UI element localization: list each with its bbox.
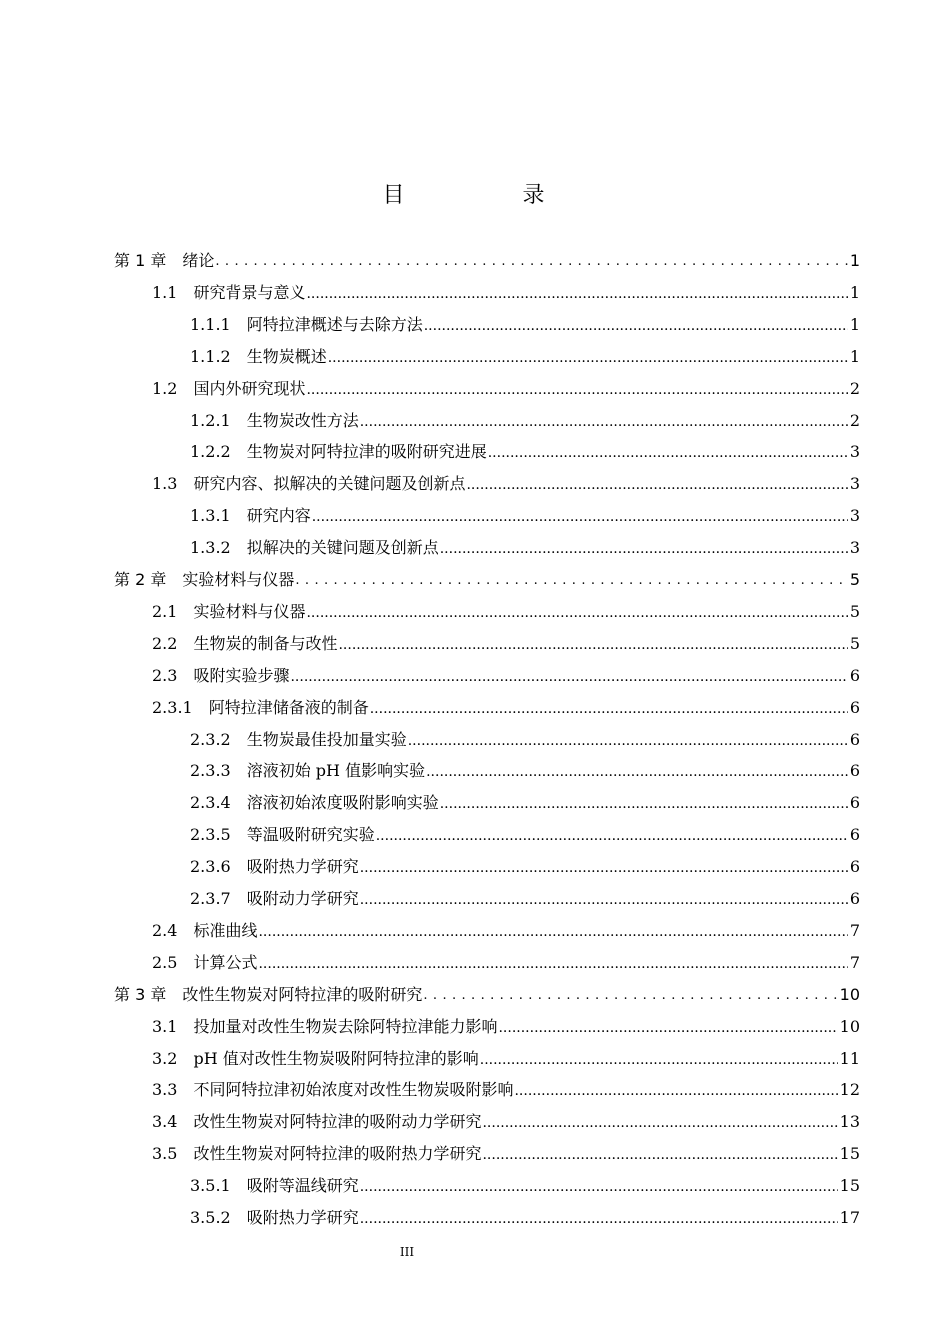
toc-entry-number: 第 1 章 bbox=[114, 251, 167, 270]
toc-entry[interactable] bbox=[190, 884, 860, 910]
toc-entry[interactable] bbox=[190, 725, 860, 751]
toc-entry-number: 3.5.1 bbox=[190, 1176, 231, 1196]
toc-entry-page-number: 12 bbox=[839, 1080, 860, 1100]
dot-leader bbox=[440, 792, 848, 814]
toc-entry[interactable] bbox=[190, 820, 860, 846]
dot-leader bbox=[258, 920, 847, 942]
toc-entry[interactable] bbox=[152, 1012, 860, 1038]
toc-entry-number: 2.3.6 bbox=[190, 857, 231, 877]
toc-entry-label: 生物炭概述 bbox=[246, 346, 327, 366]
toc-entry-label: 阿特拉津概述与去除方法 bbox=[246, 314, 423, 334]
toc-entry[interactable] bbox=[152, 278, 860, 304]
toc-entry-label: 等温吸附研究实验 bbox=[246, 825, 375, 845]
toc-entry[interactable] bbox=[152, 1139, 860, 1165]
dot-leader bbox=[328, 346, 848, 368]
toc-entry-label: 吸附热力学研究 bbox=[246, 1208, 359, 1227]
toc-entry-label: 实验材料与仪器 bbox=[182, 570, 295, 589]
toc-entry-page-number: 3 bbox=[849, 474, 860, 494]
toc-entry-page-number: 6 bbox=[849, 793, 860, 813]
toc-entry-label: 吸附实验步骤 bbox=[193, 665, 290, 685]
toc-entry-page-number: 2 bbox=[849, 410, 860, 430]
dot-leader bbox=[338, 633, 847, 655]
dot-leader bbox=[360, 1175, 838, 1197]
toc-entry-number: 3.4 bbox=[152, 1112, 178, 1132]
toc-entry[interactable] bbox=[152, 916, 860, 942]
toc-entry-label: 改性生物炭对阿特拉津的吸附热力学研究 bbox=[193, 1144, 482, 1164]
toc-entry-page-number: 7 bbox=[849, 920, 860, 940]
toc-entry-number: 2.5 bbox=[152, 952, 178, 972]
dot-leader bbox=[426, 760, 848, 782]
toc-entry-number: 2.3.5 bbox=[190, 825, 231, 845]
toc-entry-label: 溶液初始 pH 值影响实验 bbox=[246, 761, 426, 781]
toc-entry-number: 2.3.4 bbox=[190, 793, 231, 813]
toc-entry-label: 生物炭最佳投加量实验 bbox=[246, 729, 407, 749]
toc-entry-label: 不同阿特拉津初始浓度对改性生物炭吸附影响 bbox=[193, 1080, 514, 1100]
toc-entry-number: 3.3 bbox=[152, 1080, 178, 1100]
toc-entry-label: 吸附等温线研究 bbox=[246, 1176, 359, 1196]
dot-leader bbox=[480, 1048, 838, 1070]
toc-entry-number: 2.3.1 bbox=[152, 697, 193, 717]
toc-entry-label: pH 值对改性生物炭吸附阿特拉津的影响 bbox=[193, 1048, 479, 1068]
toc-entry-page-number: 2 bbox=[849, 378, 860, 398]
toc-entry-label: 绪论 bbox=[182, 251, 215, 270]
toc-entry-number: 1.3 bbox=[152, 474, 178, 494]
toc-entry-label: 生物炭对阿特拉津的吸附研究进展 bbox=[246, 442, 487, 462]
toc-entry-page-number: 15 bbox=[839, 1176, 860, 1196]
toc-entry-label: 生物炭的制备与改性 bbox=[193, 633, 338, 653]
toc-entry-number: 2.1 bbox=[152, 601, 178, 621]
toc-entry-number: 1.1 bbox=[152, 282, 178, 302]
toc-entry-number: 1.2 bbox=[152, 378, 178, 398]
toc-entry-number: 3.5 bbox=[152, 1144, 178, 1164]
toc-entry-page-number: 6 bbox=[849, 665, 860, 685]
toc-entry-number: 3.2 bbox=[152, 1048, 178, 1068]
dot-leader bbox=[306, 601, 847, 623]
toc-entry[interactable] bbox=[152, 597, 860, 623]
dot-leader bbox=[258, 952, 847, 974]
toc-entry-page-number: 17 bbox=[839, 1208, 860, 1227]
dot-leader bbox=[360, 410, 848, 432]
toc-entry-page-number: 6 bbox=[849, 697, 860, 717]
toc-entry[interactable] bbox=[190, 756, 860, 782]
dot-leader bbox=[290, 665, 847, 687]
toc-entry-label: 国内外研究现状 bbox=[193, 378, 306, 398]
toc-entry[interactable] bbox=[152, 948, 860, 974]
toc-entry[interactable] bbox=[152, 374, 860, 400]
toc-entry[interactable] bbox=[152, 469, 860, 495]
toc-entry[interactable] bbox=[190, 533, 860, 559]
toc-entry-number: 2.3.2 bbox=[190, 729, 231, 749]
toc-entry-page-number: 1 bbox=[849, 346, 860, 366]
dot-leader bbox=[306, 378, 847, 400]
toc-entry-label: 吸附动力学研究 bbox=[246, 889, 359, 908]
toc-entry-label: 吸附热力学研究 bbox=[246, 857, 359, 877]
toc-entry-number: 1.3.1 bbox=[190, 506, 231, 526]
dot-leader bbox=[370, 697, 848, 719]
toc-entry-page-number: 5 bbox=[849, 633, 860, 653]
toc-entry[interactable] bbox=[190, 406, 860, 432]
toc-entry-number: 2.3 bbox=[152, 665, 178, 685]
toc-entry-label: 改性生物炭对阿特拉津的吸附研究 bbox=[182, 984, 423, 1004]
dot-leader bbox=[498, 1016, 837, 1038]
dot-leader bbox=[360, 856, 848, 878]
toc-entry-page-number: 1 bbox=[849, 282, 860, 302]
toc-entry-page-number: 6 bbox=[849, 729, 860, 749]
toc-entry-page-number: 7 bbox=[849, 952, 860, 972]
toc-entry[interactable] bbox=[114, 980, 860, 1006]
dot-leader bbox=[306, 282, 847, 304]
toc-entry[interactable] bbox=[190, 788, 860, 814]
toc-entry[interactable] bbox=[152, 1075, 860, 1101]
toc-entry[interactable] bbox=[152, 629, 860, 655]
dot-leader bbox=[423, 984, 837, 1006]
dot-leader bbox=[514, 1079, 837, 1101]
toc-entry-page-number: 6 bbox=[849, 889, 860, 908]
toc-entry[interactable] bbox=[152, 1044, 860, 1070]
toc-entry-number: 2.3.3 bbox=[190, 761, 231, 781]
dot-leader bbox=[376, 824, 848, 846]
toc-entry[interactable] bbox=[190, 342, 860, 368]
toc-entry-page-number: 5 bbox=[849, 601, 860, 621]
toc-entry-page-number: 6 bbox=[849, 825, 860, 845]
toc-entry-page-number: 15 bbox=[839, 1144, 860, 1164]
toc-entry-label: 拟解决的关键问题及创新点 bbox=[246, 538, 439, 558]
toc-entry-number: 第 3 章 bbox=[114, 984, 167, 1004]
toc-entry[interactable] bbox=[190, 1203, 860, 1229]
dot-leader bbox=[488, 441, 848, 463]
toc-entry[interactable] bbox=[190, 437, 860, 463]
toc-entry-page-number: 11 bbox=[839, 1048, 860, 1068]
dot-leader bbox=[482, 1143, 837, 1165]
dot-leader bbox=[440, 537, 848, 559]
toc-entry-number: 3.1 bbox=[152, 1016, 178, 1036]
toc-entry-number: 1.1.2 bbox=[190, 346, 231, 366]
toc-entry-number: 1.2.1 bbox=[190, 410, 231, 430]
toc-entry-label: 生物炭改性方法 bbox=[246, 410, 359, 430]
toc-entry[interactable] bbox=[114, 565, 860, 591]
toc-entry[interactable] bbox=[152, 1107, 860, 1133]
toc-entry-label: 投加量对改性生物炭去除阿特拉津能力影响 bbox=[193, 1016, 498, 1036]
toc-entry-label: 溶液初始浓度吸附影响实验 bbox=[246, 793, 439, 813]
toc-entry-label: 改性生物炭对阿特拉津的吸附动力学研究 bbox=[193, 1112, 482, 1132]
toc-entry-number: 2.4 bbox=[152, 920, 178, 940]
dot-leader bbox=[466, 473, 847, 495]
dot-leader bbox=[312, 505, 848, 527]
toc-entry-page-number: 1 bbox=[849, 251, 860, 270]
toc-entry-number: 1.3.2 bbox=[190, 538, 231, 558]
toc-entry-page-number: 5 bbox=[849, 570, 860, 589]
toc-entry-page-number: 3 bbox=[849, 538, 860, 558]
toc-entry-number: 1.1.1 bbox=[190, 314, 231, 334]
page-title: 目 录 bbox=[382, 183, 593, 208]
toc-entry-page-number: 6 bbox=[849, 857, 860, 877]
toc-entry-number: 第 2 章 bbox=[114, 570, 167, 589]
toc-entry-page-number: 13 bbox=[839, 1112, 860, 1132]
toc-entry-label: 标准曲线 bbox=[193, 920, 258, 940]
dot-leader bbox=[215, 250, 847, 272]
dot-leader bbox=[360, 888, 848, 910]
toc-entry-label: 实验材料与仪器 bbox=[193, 601, 306, 621]
dot-leader bbox=[360, 1207, 838, 1229]
dot-leader bbox=[295, 569, 847, 591]
toc-entry[interactable] bbox=[190, 501, 860, 527]
toc-entry-number: 2.3.7 bbox=[190, 889, 231, 908]
dot-leader bbox=[424, 314, 848, 336]
toc-entry[interactable] bbox=[190, 1171, 860, 1197]
toc-entry[interactable] bbox=[114, 246, 860, 272]
toc-entry-page-number: 6 bbox=[849, 761, 860, 781]
toc-entry-number: 2.2 bbox=[152, 633, 178, 653]
toc-entry-number: 1.2.2 bbox=[190, 442, 231, 462]
toc-entry-page-number: 3 bbox=[849, 442, 860, 462]
toc-entry[interactable] bbox=[152, 661, 860, 687]
toc-entry[interactable] bbox=[190, 852, 860, 878]
toc-entry-label: 研究内容 bbox=[246, 506, 311, 526]
dot-leader bbox=[482, 1111, 837, 1133]
toc-entry-label: 研究背景与意义 bbox=[193, 282, 306, 302]
toc-entry-label: 阿特拉津储备液的制备 bbox=[208, 697, 369, 717]
toc-entry-page-number: 10 bbox=[839, 984, 860, 1004]
toc-entry-page-number: 1 bbox=[849, 314, 860, 334]
page-number-footer: III bbox=[399, 1245, 415, 1259]
toc-entry-page-number: 10 bbox=[839, 1016, 860, 1036]
toc-entry-label: 研究内容、拟解决的关键问题及创新点 bbox=[193, 474, 466, 494]
dot-leader bbox=[408, 729, 848, 751]
toc-entry-number: 3.5.2 bbox=[190, 1208, 231, 1227]
toc-entry-page-number: 3 bbox=[849, 506, 860, 526]
toc-entry[interactable] bbox=[190, 310, 860, 336]
toc-entry[interactable] bbox=[152, 693, 860, 719]
toc-entry-label: 计算公式 bbox=[193, 952, 258, 972]
